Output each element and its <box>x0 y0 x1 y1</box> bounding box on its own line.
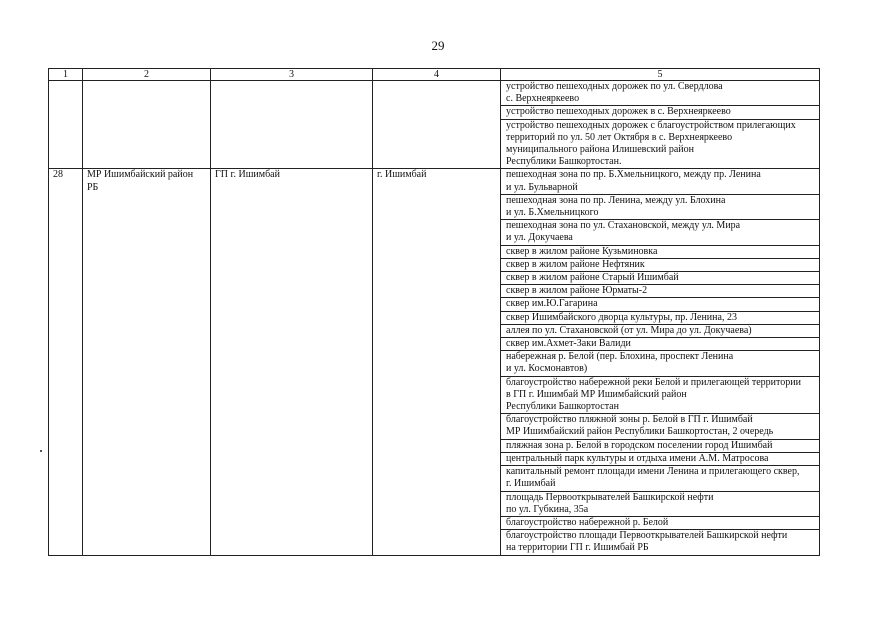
page-number: 29 <box>431 38 445 53</box>
city-cell: г. Ишимбай <box>373 169 501 555</box>
object-item-cell: благоустройство набережной р. Белой <box>501 516 820 529</box>
object-item-cell: устройство пешеходных дорожек в с. Верхнеяркеево <box>501 106 820 119</box>
header-cell: 5 <box>501 69 820 81</box>
empty-cell <box>373 81 501 169</box>
continuation-row <box>49 81 820 106</box>
object-item-cell: сквер в жилом районе Нефтяник <box>501 258 820 271</box>
object-item-cell: набережная р. Белой (пер. Блохина, проспект Ленина и ул. Космонавтов) <box>501 351 820 376</box>
header-cell: 4 <box>373 69 501 81</box>
object-item-cell: центральный парк культуры и отдыха имени А.М. Матросова <box>501 452 820 465</box>
object-item-cell: устройство пешеходных дорожек с благоустройством прилегающих территорий по ул. 50 лет Октября в с. Верхнеяркеево муниципального района Илишевский район Республики Башкортостан. <box>501 119 820 169</box>
object-item-cell: благоустройство пляжной зоны р. Белой в ГП г. Ишимбай МР Ишимбайский район Республики Башкортостан, 2 очередь <box>501 414 820 439</box>
object-item-cell: капитальный ремонт площади имени Ленина и прилегающего сквер, г. Ишимбай <box>501 466 820 491</box>
header-cell: 3 <box>211 69 373 81</box>
object-item-cell: сквер в жилом районе Кузьминовка <box>501 245 820 258</box>
object-item-cell: пешеходная зона по пр. Б.Хмельницкого, между пр. Ленина и ул. Бульварной <box>501 169 820 194</box>
object-item-cell: благоустройство набережной реки Белой и прилегающей территории в ГП г. Ишимбай МР Ишимбайский район Республики Башкортостан <box>501 376 820 414</box>
object-item-cell: пешеходная зона по пр. Ленина, между ул. Блохина и ул. Б.Хмельницкого <box>501 194 820 219</box>
object-item-cell: сквер в жилом районе Юрматы-2 <box>501 285 820 298</box>
object-item-cell: сквер Ишимбайского дворца культуры, пр. Ленина, 23 <box>501 311 820 324</box>
object-item-cell: аллея по ул. Стахановской (от ул. Мира до ул. Докучаева) <box>501 324 820 337</box>
row-28-item <box>49 169 820 194</box>
empty-cell <box>49 81 83 169</box>
object-item-cell: пешеходная зона по ул. Стахановской, между ул. Мира и ул. Докучаева <box>501 220 820 245</box>
settlement-cell: ГП г. Ишимбай <box>211 169 373 555</box>
table-header-row <box>49 69 820 81</box>
header-cell: 1 <box>49 69 83 81</box>
object-item-cell: пляжная зона р. Белой в городском поселении город Ишимбай <box>501 439 820 452</box>
object-item-cell: сквер в жилом районе Старый Ишимбай <box>501 272 820 285</box>
scan-speck <box>40 450 42 452</box>
header-cell: 2 <box>83 69 211 81</box>
object-item-cell: сквер им.Ахмет-Заки Валиди <box>501 338 820 351</box>
row-number-cell: 28 <box>49 169 83 555</box>
district-cell: МР Ишимбайский район РБ <box>83 169 211 555</box>
object-item-cell: благоустройство площади Первооткрывателей Башкирской нефти на территории ГП г. Ишимбай РБ <box>501 530 820 555</box>
empty-cell <box>211 81 373 169</box>
object-item-cell: устройство пешеходных дорожек по ул. Свердлова с. Верхнеяркеево <box>501 81 820 106</box>
object-item-cell: сквер им.Ю.Гагарина <box>501 298 820 311</box>
empty-cell <box>83 81 211 169</box>
object-item-cell: площадь Первооткрывателей Башкирской нефти по ул. Губкина, 35а <box>501 491 820 516</box>
objects-table <box>48 68 820 556</box>
